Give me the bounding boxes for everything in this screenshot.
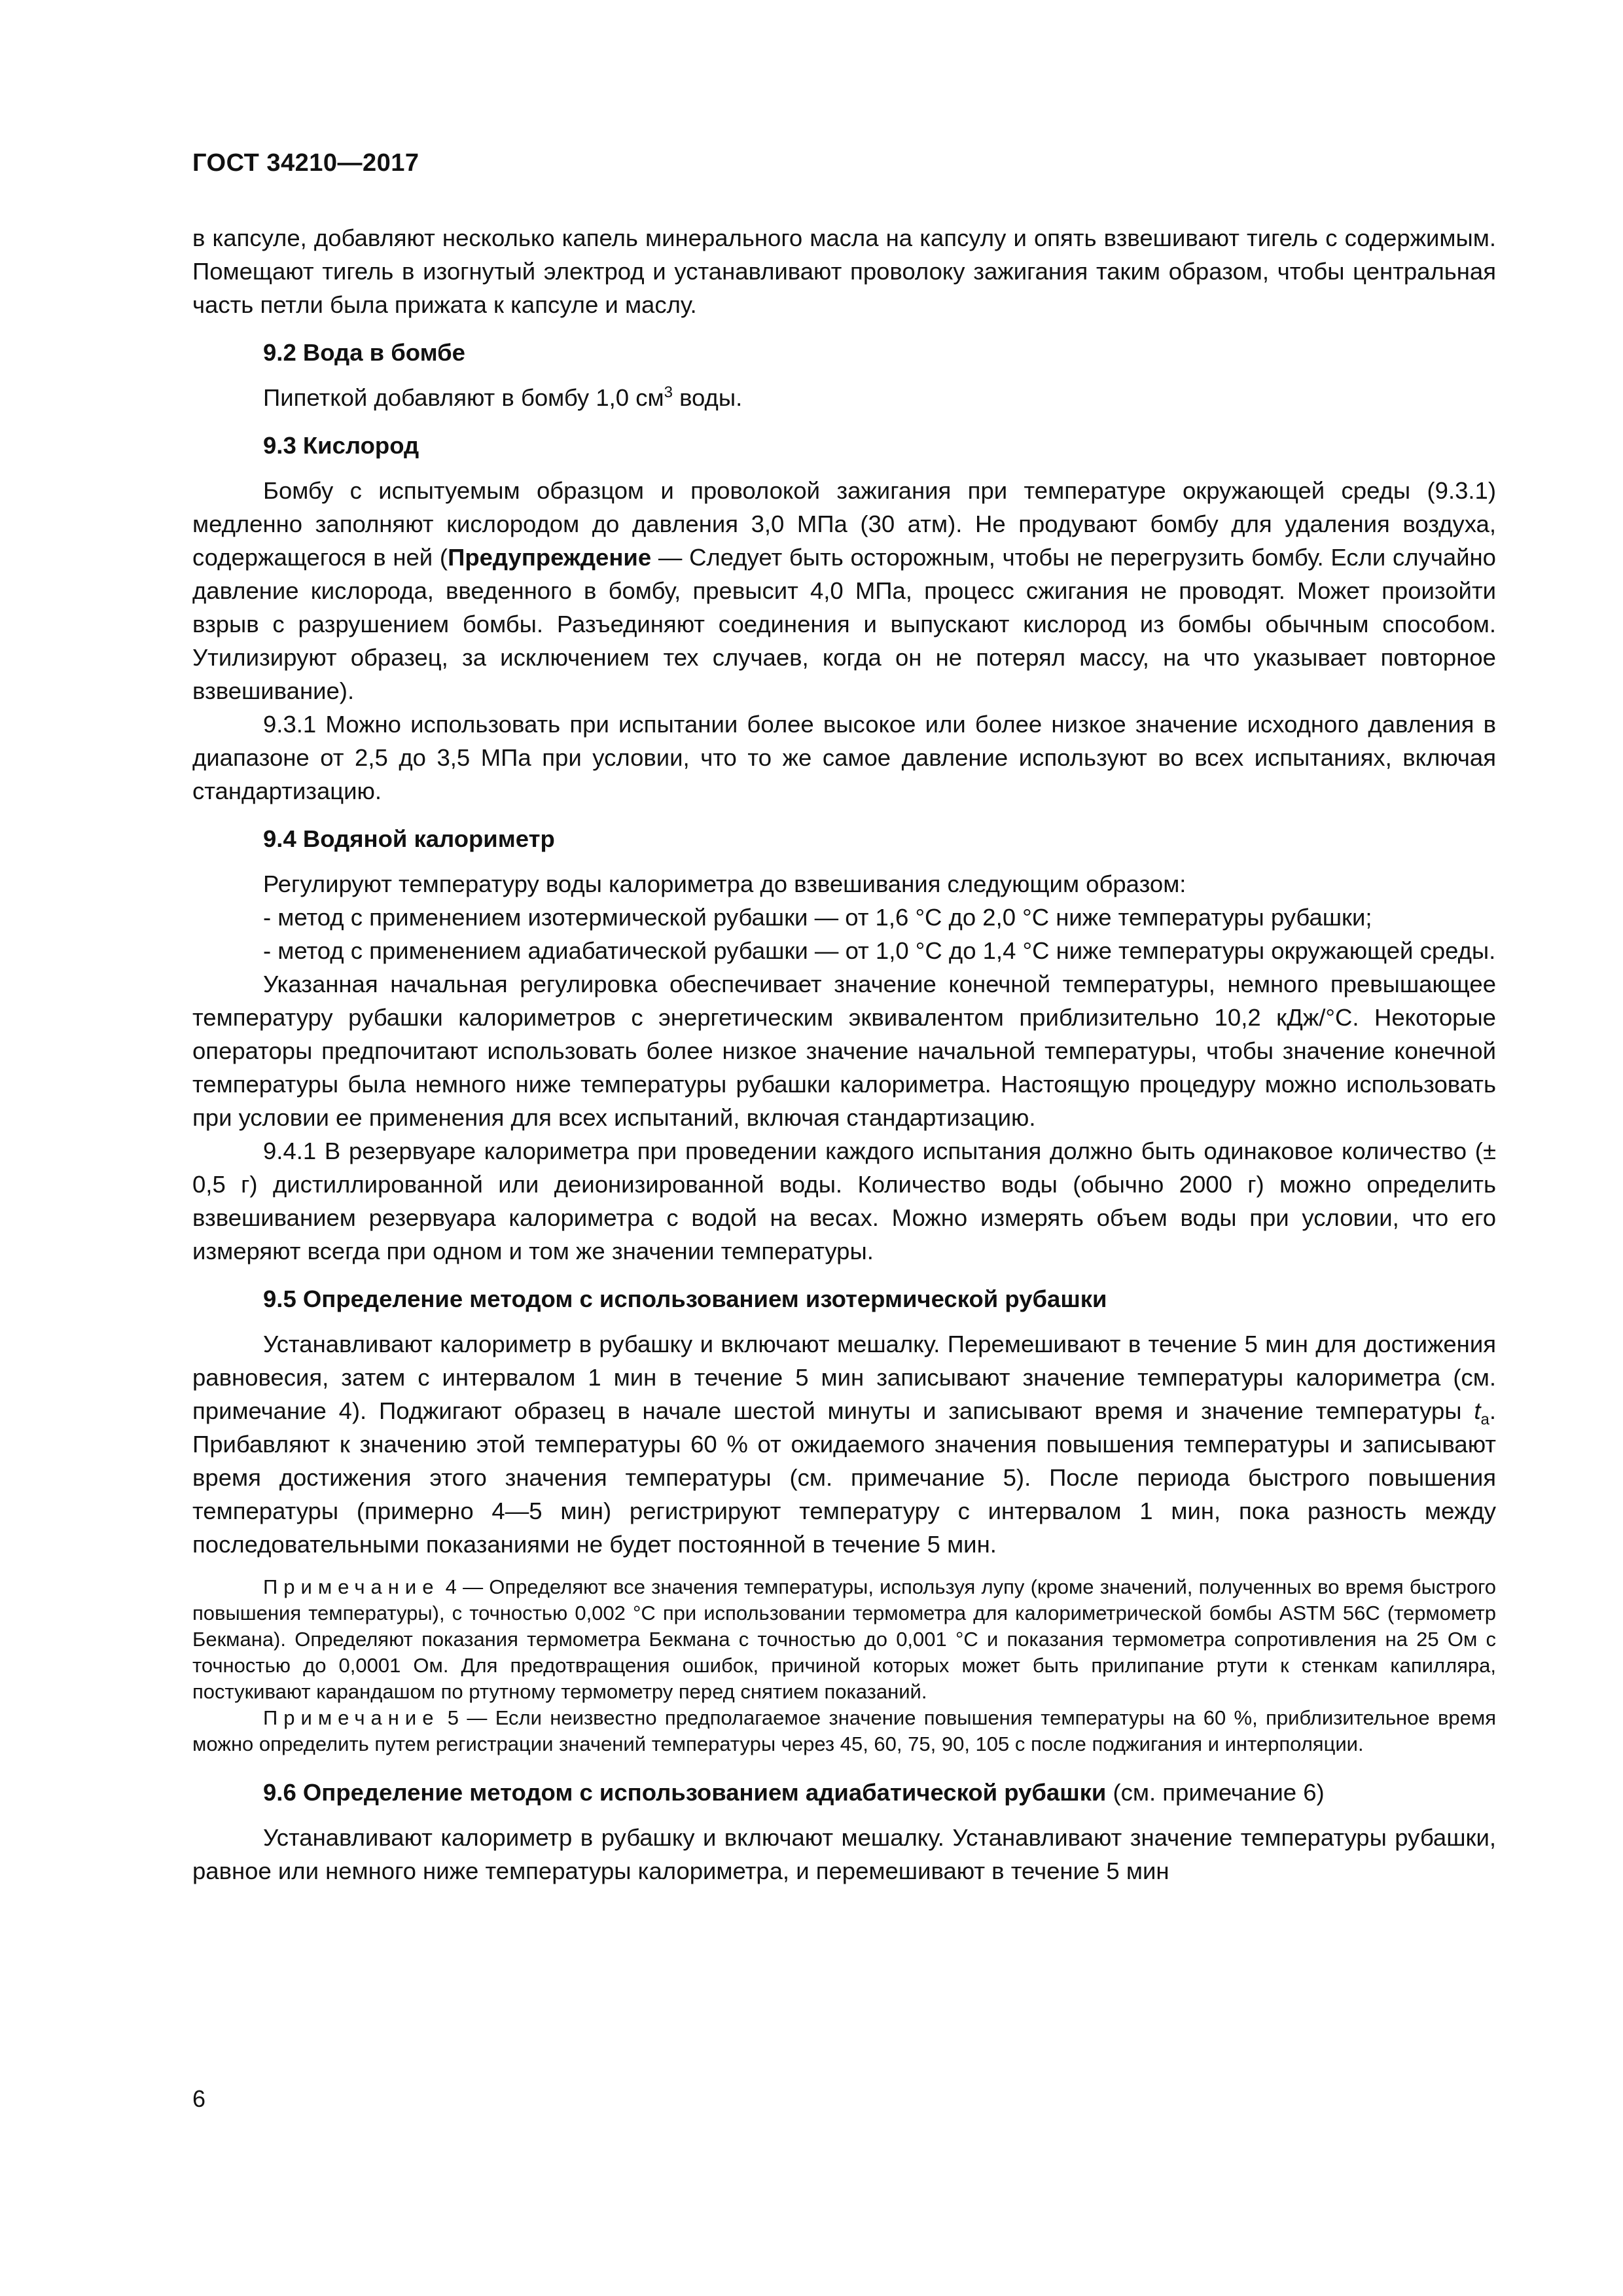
- note-4: [192, 1574, 1496, 1705]
- section-9-4-list-item-1: - метод с применением изотермической рубашки — от 1,6 °С до 2,0 °С ниже температуры рубашки;: [263, 904, 1372, 931]
- section-9-3-title: 9.3 Кислород: [263, 432, 419, 459]
- section-9-4-title: 9.4 Водяной калориметр: [263, 825, 555, 852]
- note-4-text: 4 — Определяют все значения температуры, используя лупу (кроме значений, полученных во время быстрого повышения температуры), с точностью 0,002 °С при использовании термометра для калориметрической бомбы ASTM 56С (термометр Бекмана). Определяют показания термометра Бекмана с точностью до 0,001 °С и показания термометра сопротивления на 25 Ом с точностью до 0,0001 Ом. Для предотвращения ошибок, причиной которых может быть прилипание ртути к стенкам капилляра, постукивают карандашом по ртутному термометру перед снятием показаний.: [192, 1575, 1496, 1703]
- section-9-4-list-item-2: - метод с применением адиабатической рубашки — от 1,0 °С до 1,4 °С ниже температуры окружающей среды.: [263, 937, 1496, 964]
- section-9-6-title: [192, 1776, 1496, 1809]
- s93-p1-before: Бомбу с испытуемым образцом и проволокой зажигания при температуре окружающей среды (9.3.1) медленно заполняют кислородом до давления 3,0 МПа (30 атм). Не продувают бомбу для удаления воздуха, содержащегося в ней (: [192, 477, 1496, 571]
- section-9-4-paragraph-2: Указанная начальная регулировка обеспечивает значение конечной температуры, немного превышающее температуру рубашки калориметров с энергетическим эквивалентом приблизительно 10,2 кДж/°С. Некоторые операторы предпочитают использовать более низкое значение начальной температуры, чтобы значение конечной температуры была немного ниже температуры рубашки калориметра. Настоящую процедуру можно использовать при условии ее применения для всех испытаний, включая стандартизацию.: [192, 971, 1496, 1131]
- section-9-2-paragraph: [192, 381, 1496, 414]
- section-9-5-title: 9.5 Определение методом с использованием изотермической рубашки: [263, 1285, 1107, 1312]
- s92-text-after: воды.: [672, 384, 743, 411]
- s92-text-before: Пипеткой добавляют в бомбу 1,0 см: [263, 384, 664, 411]
- note-4-label: Примечание: [263, 1575, 440, 1598]
- intro-paragraph: в капсуле, добавляют несколько капель минерального масла на капсулу и опять взвешивают тигель с содержимым. Помещают тигель в изогнутый электрод и устанавливают проволоку зажигания таким образом, чтобы центральная часть петли была прижата к капсуле и маслу.: [192, 224, 1496, 318]
- s95-p1-before: Устанавливают калориметр в рубашку и включают мешалку. Перемешивают в течение 5 мин для достижения равновесия, затем с интервалом 1 мин в течение 5 мин записывают значение температуры калориметра (см. примечание 4). Поджигают образец в начале шестой минуты и записывают время и значение температуры: [192, 1331, 1496, 1424]
- section-9-5-paragraph: [192, 1327, 1496, 1561]
- section-9-3-paragraph-1: [192, 474, 1496, 708]
- note-5-text: 5 — Если неизвестно предполагаемое значение повышения температуры на 60 %, приблизительное время можно определить путем регистрации значений температуры через 45, 60, 75, 90, 105 с после поджигания и интерполяции.: [192, 1706, 1496, 1755]
- section-9-2-title: 9.2 Вода в бомбе: [263, 339, 465, 366]
- s93-p1-after: — Следует быть осторожным, чтобы не перегрузить бомбу. Если случайно давление кислорода, введенного в бомбу, превысит 4,0 МПа, процесс сжигания не проводят. Может произойти взрыв с разрушением бомбы. Разъединяют соединения и выпускают кислород из бомбы обычным способом. Утилизируют образец, за исключением тех случаев, когда он не потерял массу, на что указывает повторное взвешивание).: [192, 544, 1496, 704]
- temperature-subscript: a: [1480, 1410, 1489, 1429]
- temperature-variable: t: [1474, 1397, 1481, 1424]
- s95-p1-after: . Прибавляют к значению этой температуры 60 % от ожидаемого значения повышения температуры и записывают время достижения этого значения температуры (см. примечание 5). После периода быстрого повышения температуры (примерно 4—5 мин) регистрируют температуру с интервалом 1 мин, пока разность между последовательными показаниями не будет постоянной в течение 5 мин.: [192, 1397, 1496, 1558]
- warning-label: Предупреждение: [448, 544, 652, 571]
- note-5-label: Примечание: [263, 1706, 440, 1729]
- s92-superscript: 3: [664, 383, 673, 401]
- document-body: [192, 221, 1496, 1888]
- document-code: ГОСТ 34210—2017: [192, 149, 419, 177]
- section-9-3-1-paragraph: 9.3.1 Можно использовать при испытании более высокое или более низкое значение исходного давления в диапазоне от 2,5 до 3,5 МПа при условии, что то же самое давление используют во всех испытаниях, включая стандартизацию.: [192, 711, 1496, 804]
- page-number: 6: [192, 2085, 206, 2112]
- section-9-6-title-main: 9.6 Определение методом с использованием адиабатической рубашки: [263, 1779, 1107, 1806]
- note-5: [192, 1705, 1496, 1757]
- section-9-4-1-paragraph: 9.4.1 В резервуаре калориметра при проведении каждого испытания должно быть одинаковое количество (± 0,5 г) дистиллированной или деионизированной воды. Количество воды (обычно 2000 г) можно определить взвешиванием резервуара калориметра с водой на весах. Можно измерять объем воды при условии, что его измеряют всегда при одном и том же значении температуры.: [192, 1138, 1496, 1265]
- section-9-6-title-tail: (см. примечание 6): [1106, 1779, 1325, 1806]
- section-9-4-paragraph-1: Регулируют температуру воды калориметра до взвешивания следующим образом:: [263, 870, 1186, 897]
- section-9-6-paragraph: Устанавливают калориметр в рубашку и включают мешалку. Устанавливают значение температуры рубашки, равное или немного ниже температуры калориметра, и перемешивают в течение 5 мин: [192, 1824, 1496, 1884]
